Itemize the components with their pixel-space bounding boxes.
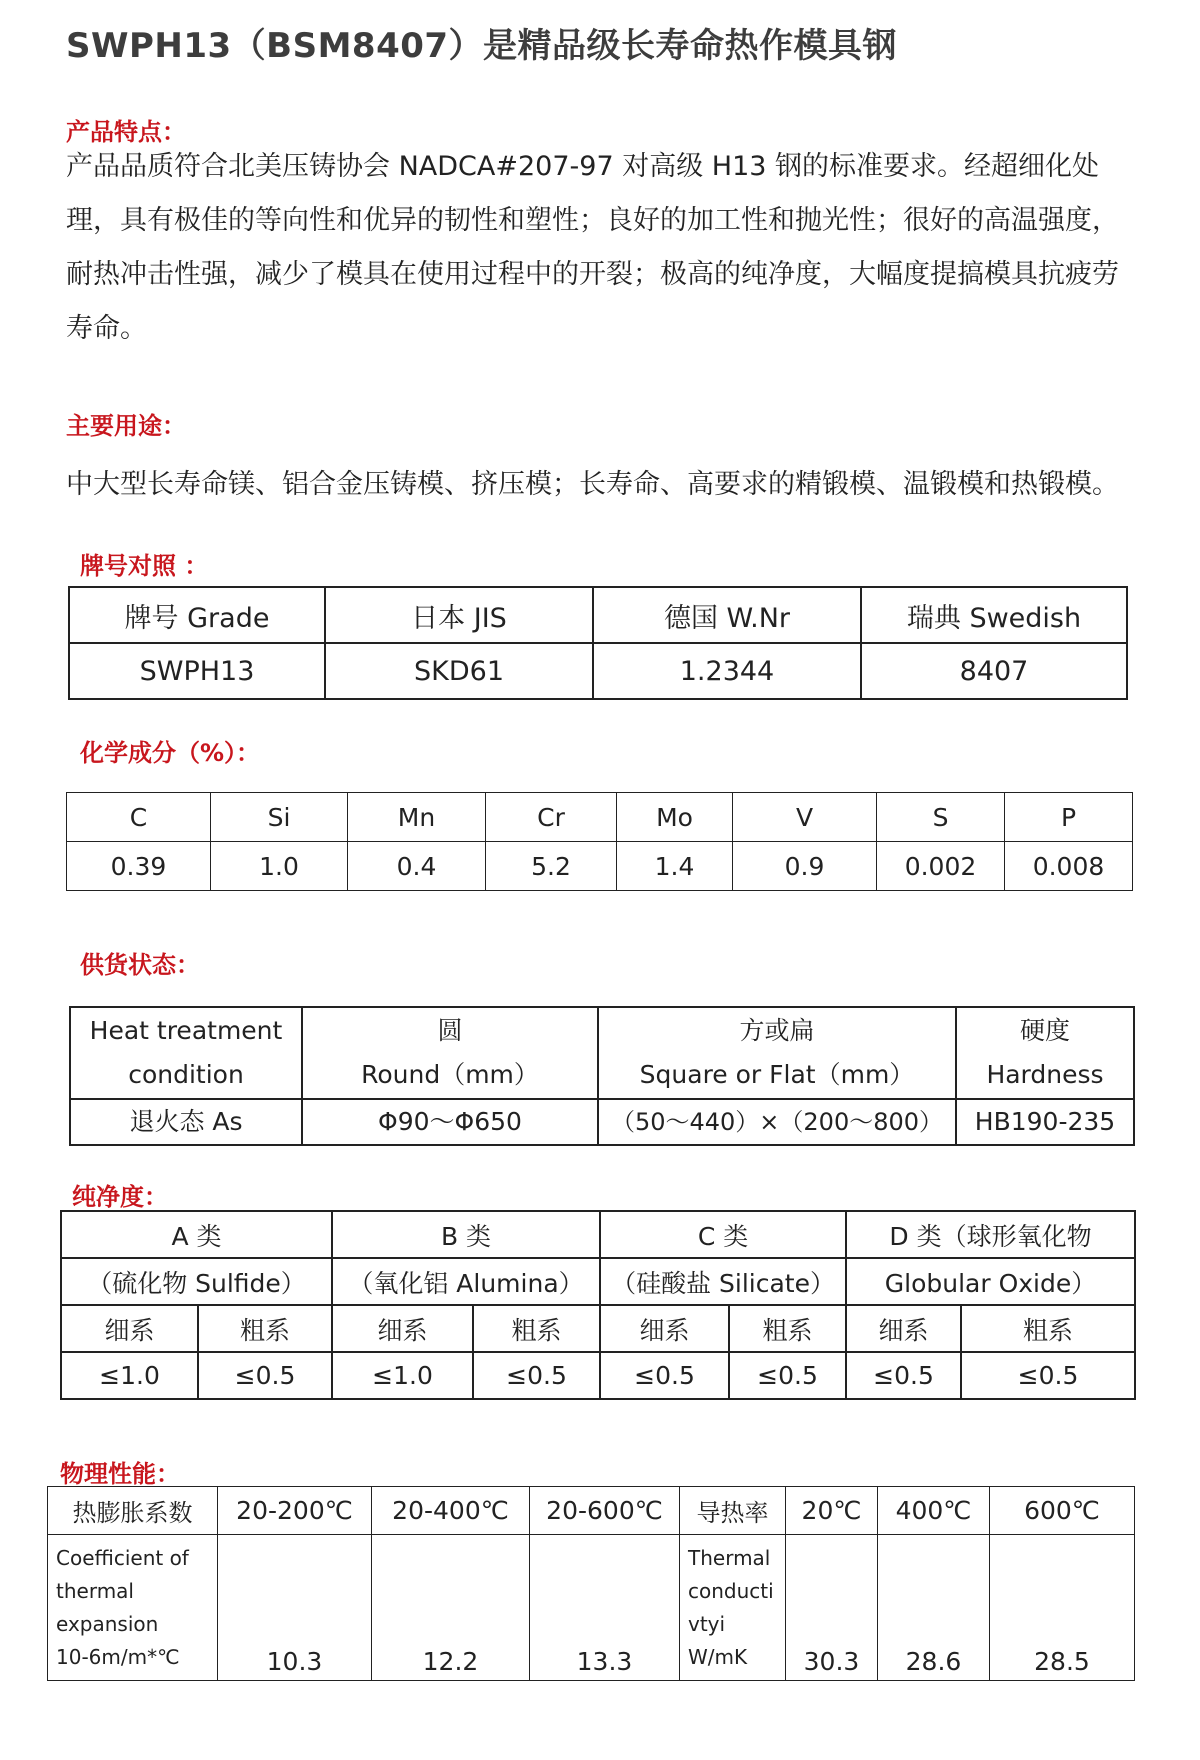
swedish-header: 瑞典 Swedish (861, 587, 1127, 643)
element-mn: Mn (348, 793, 486, 842)
fine-label: 细系 (332, 1305, 473, 1352)
purity-value: ≤1.0 (332, 1352, 473, 1399)
supply-table (69, 1006, 1135, 1146)
features-heading: 产品特点： (66, 118, 186, 146)
table-row (70, 1007, 1134, 1099)
coarse-label: 粗系 (729, 1305, 846, 1352)
coarse-label: 粗系 (961, 1305, 1135, 1352)
value-s: 0.002 (877, 842, 1005, 891)
table-row (69, 587, 1127, 643)
round-value: Φ90～Φ650 (302, 1099, 598, 1145)
purity-table (60, 1210, 1136, 1400)
table-row (67, 793, 1133, 842)
element-p: P (1005, 793, 1133, 842)
round-header: 圆 Round（mm） (302, 1007, 598, 1099)
wnr-header: 德国 W.Nr (593, 587, 861, 643)
purity-value: ≤0.5 (473, 1352, 600, 1399)
value-c: 0.39 (67, 842, 211, 891)
square-flat-header: 方或扁 Square or Flat（mm） (598, 1007, 956, 1099)
purity-heading: 纯净度： (72, 1183, 168, 1211)
class-b-sub: （氧化铝 Alumina） (332, 1258, 600, 1305)
grade-header: 牌号 Grade (69, 587, 325, 643)
usage-heading: 主要用途： (66, 412, 186, 440)
wnr-value: 1.2344 (593, 643, 861, 699)
usage-text: 中大型长寿命镁、铝合金压铸模、挤压模；长寿命、高要求的精锻模、温锻模和热锻模。 (66, 469, 1119, 500)
jis-header: 日本 JIS (325, 587, 593, 643)
purity-value: ≤0.5 (961, 1352, 1135, 1399)
temp-range-header: 20-400℃ (372, 1487, 530, 1535)
table-row (67, 842, 1133, 891)
physical-heading: 物理性能： (60, 1460, 180, 1488)
value-mo: 1.4 (617, 842, 733, 891)
hardness-value: HB190-235 (956, 1099, 1134, 1145)
element-c: C (67, 793, 211, 842)
temp-header: 20℃ (786, 1487, 878, 1535)
chemistry-table (66, 792, 1133, 891)
table-row (70, 1099, 1134, 1145)
fine-label: 细系 (600, 1305, 729, 1352)
expansion-value: 13.3 (530, 1535, 680, 1681)
purity-value: ≤0.5 (729, 1352, 846, 1399)
conductivity-value: 28.5 (990, 1535, 1135, 1681)
temp-header: 400℃ (878, 1487, 990, 1535)
hardness-header: 硬度 Hardness (956, 1007, 1134, 1099)
conductivity-value: 30.3 (786, 1535, 878, 1681)
expansion-value: 10.3 (218, 1535, 372, 1681)
table-row (61, 1352, 1135, 1399)
table-row (61, 1258, 1135, 1305)
value-v: 0.9 (733, 842, 877, 891)
expansion-label: Coefficient of thermal expansion 10-6m/m*℃ (48, 1535, 218, 1681)
value-cr: 5.2 (486, 842, 617, 891)
temp-header: 600℃ (990, 1487, 1135, 1535)
element-cr: Cr (486, 793, 617, 842)
class-b: B 类 (332, 1211, 600, 1258)
temp-range-header: 20-600℃ (530, 1487, 680, 1535)
conductivity-label: Thermal conducti vtyi W/mK (680, 1535, 786, 1681)
table-row (48, 1487, 1135, 1535)
element-mo: Mo (617, 793, 733, 842)
chemistry-heading: 化学成分（%）： (80, 739, 261, 767)
value-mn: 0.4 (348, 842, 486, 891)
thermal-conductivity-header: 导热率 (680, 1487, 786, 1535)
grades-heading: 牌号对照 ： (80, 552, 209, 580)
class-d-sub: Globular Oxide） (846, 1258, 1135, 1305)
value-si: 1.0 (211, 842, 348, 891)
purity-value: ≤0.5 (600, 1352, 729, 1399)
element-v: V (733, 793, 877, 842)
purity-value: ≤0.5 (846, 1352, 961, 1399)
fine-label: 细系 (61, 1305, 198, 1352)
class-c: C 类 (600, 1211, 846, 1258)
purity-value: ≤0.5 (198, 1352, 332, 1399)
coarse-label: 粗系 (473, 1305, 600, 1352)
table-row (48, 1535, 1135, 1681)
table-row (61, 1211, 1135, 1258)
features-text: 产品品质符合北美压铸协会 NADCA#207-97 对高级 H13 钢的标准要求。经超细化处理，具有极佳的等向性和优异的韧性和塑性；良好的加工性和抛光性；很好的高温强度，耐热冲击性强，减少了模具在使用过程中的开裂；极高的纯净度，大幅度提搞模具抗疲劳寿命。 (66, 151, 1119, 344)
page-title: SWPH13（BSM8407）是精品级长寿命热作模具钢 (66, 26, 898, 66)
fine-label: 细系 (846, 1305, 961, 1352)
grade-value: SWPH13 (69, 643, 325, 699)
condition-value: 退火态 As (70, 1099, 302, 1145)
purity-value: ≤1.0 (61, 1352, 198, 1399)
class-a-sub: （硫化物 Sulfide） (61, 1258, 332, 1305)
coarse-label: 粗系 (198, 1305, 332, 1352)
value-p: 0.008 (1005, 842, 1133, 891)
temp-range-header: 20-200℃ (218, 1487, 372, 1535)
thermal-expansion-header: 热膨胀系数 (48, 1487, 218, 1535)
expansion-value: 12.2 (372, 1535, 530, 1681)
grade-table (68, 586, 1128, 700)
jis-value: SKD61 (325, 643, 593, 699)
element-si: Si (211, 793, 348, 842)
supply-heading: 供货状态： (80, 951, 200, 979)
element-s: S (877, 793, 1005, 842)
square-flat-value: （50～440）×（200～800） (598, 1099, 956, 1145)
class-a: A 类 (61, 1211, 332, 1258)
table-row (69, 643, 1127, 699)
class-d: D 类（球形氧化物 (846, 1211, 1135, 1258)
class-c-sub: （硅酸盐 Silicate） (600, 1258, 846, 1305)
condition-header: Heat treatment condition (70, 1007, 302, 1099)
swedish-value: 8407 (861, 643, 1127, 699)
table-row (61, 1305, 1135, 1352)
physical-table (47, 1486, 1135, 1681)
conductivity-value: 28.6 (878, 1535, 990, 1681)
